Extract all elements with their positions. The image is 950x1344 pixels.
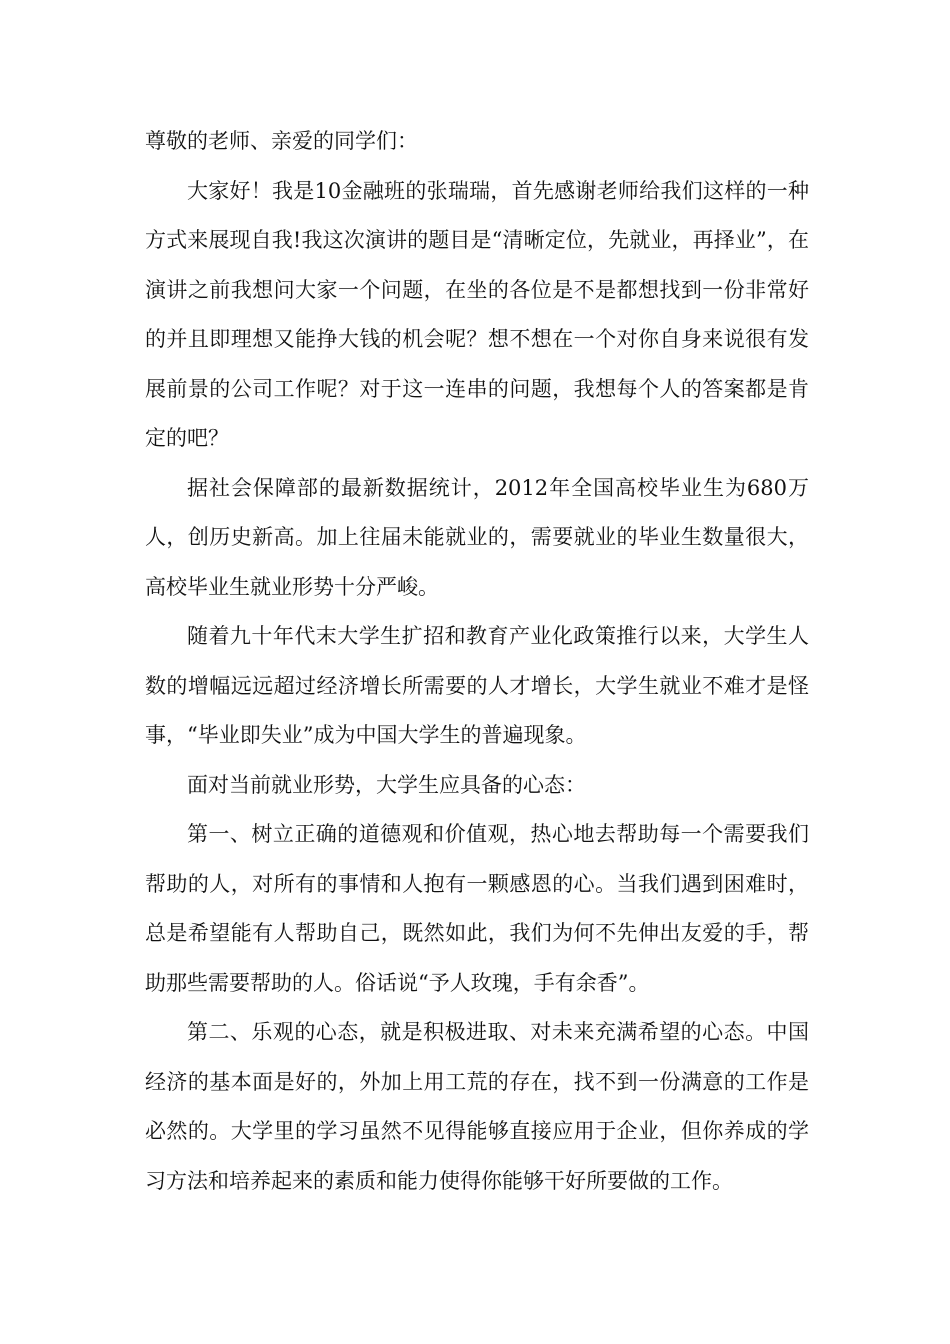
- paragraph-statistics: 据社会保障部的最新数据统计，2012年全国高校毕业生为680万人，创历史新高。加上往届未能就业的，需要就业的毕业生数量很大，高校毕业生就业形势十分严峻。: [145, 475, 809, 599]
- paragraph-expansion: 随着九十年代末大学生扩招和教育产业化政策推行以来，大学生人数的增幅远远超过经济增长所需要的人才增长，大学生就业不难才是怪事，“毕业即失业”成为中国大学生的普遍现象。: [145, 624, 809, 747]
- paragraph-greeting: 大家好！我是10金融班的张瑞瑞，首先感谢老师给我们这样的一种方式来展现自我!我这次演讲的题目是“清晰定位，先就业，再择业”，在演讲之前我想问大家一个问题，在坐的各位是不是都想找到一份非常好的并且即理想又能挣大钱的机会呢？想不想在一个对你自身来说很有发展前景的公司工作呢？对于这一连串的问题，我想每个人的答案都是肯定的吧？: [145, 178, 809, 450]
- paragraph-point-one: 第一、树立正确的道德观和价值观，热心地去帮助每一个需要我们帮助的人，对所有的事情和人抱有一颗感恩的心。当我们遇到困难时，总是希望能有人帮助自己，既然如此，我们为何不先伸出友爱的手，帮助那些需要帮助的人。俗话说“予人玫瑰，手有余香”。: [145, 822, 809, 995]
- speech-text: [145, 117, 809, 1206]
- salutation: 尊敬的老师、亲爱的同学们：: [145, 129, 418, 153]
- paragraph-point-two: 第二、乐观的心态，就是积极进取、对未来充满希望的心态。中国经济的基本面是好的，外加上用工荒的存在，找不到一份满意的工作是必然的。大学里的学习虽然不见得能够直接应用于企业，但你养成的学习方法和培养起来的素质和能力使得你能够干好所要做的工作。: [145, 1020, 809, 1193]
- paragraph-mindset-intro: 面对当前就业形势，大学生应具备的心态：: [187, 772, 586, 797]
